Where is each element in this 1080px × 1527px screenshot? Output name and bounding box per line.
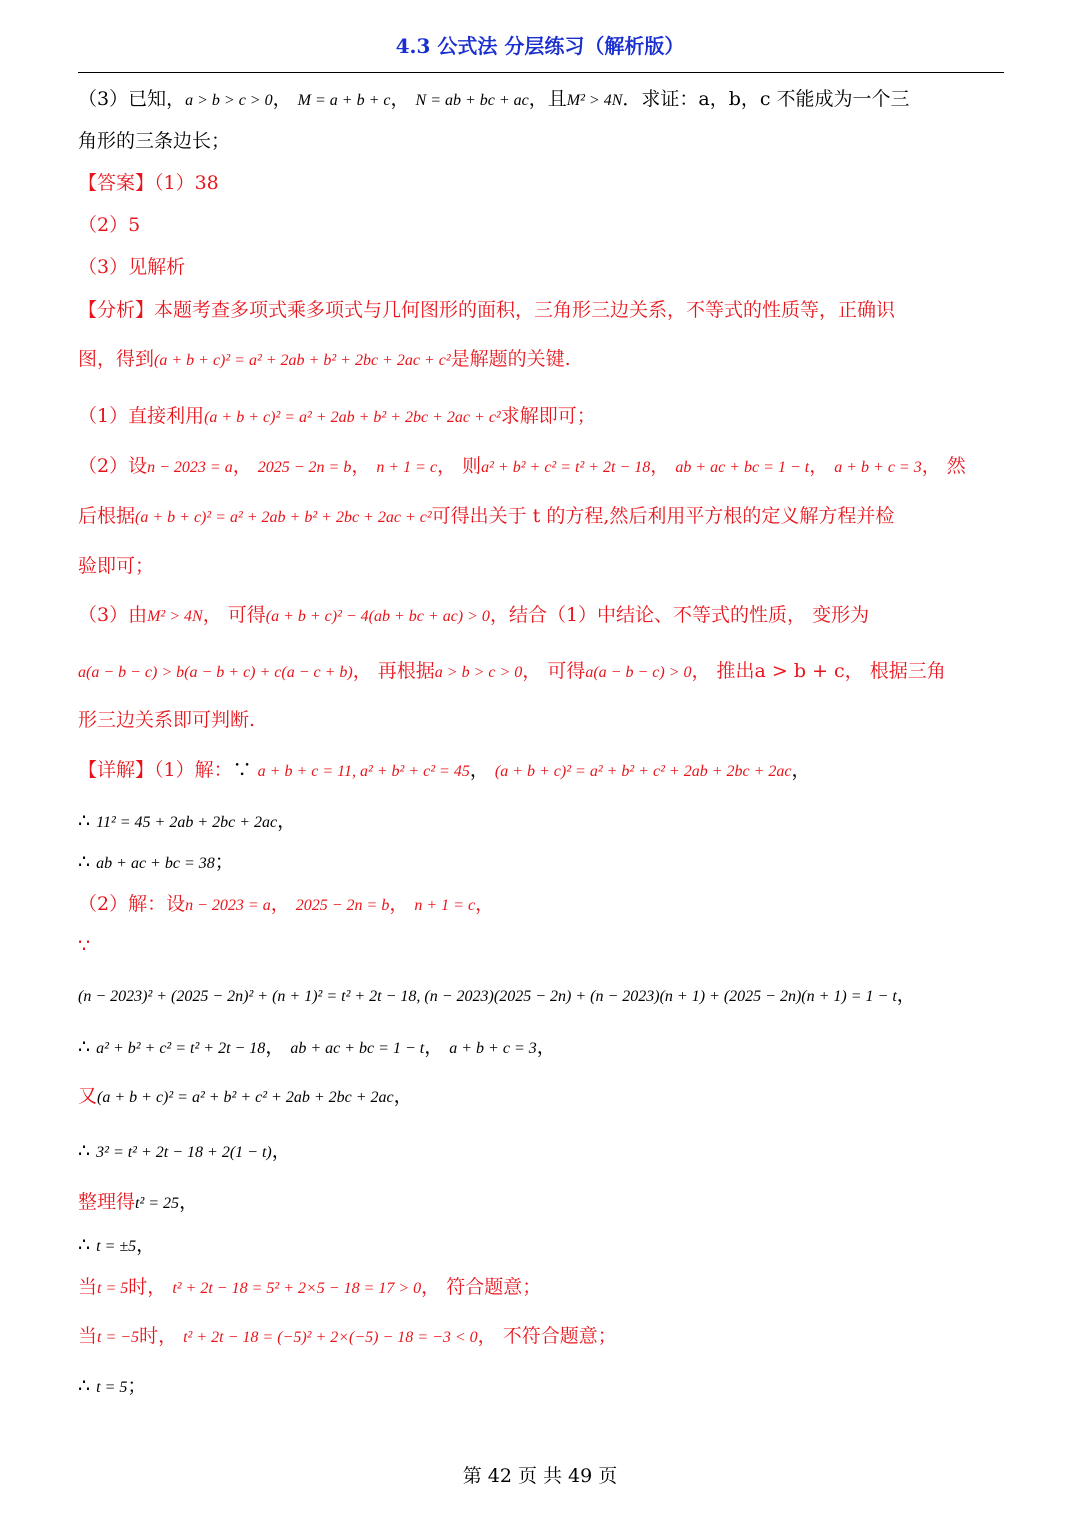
- text-line: [78, 553, 1004, 579]
- math-expression: a² + b² + c² = t² + 2t − 18: [96, 1040, 266, 1057]
- text-line: [78, 297, 1004, 323]
- math-expression: M = a + b + c: [297, 92, 391, 109]
- text-segment: ∵: [232, 759, 258, 781]
- text-line: [78, 503, 1004, 531]
- text-segment: 整理得: [78, 1191, 136, 1213]
- text-segment: ， 则: [437, 455, 482, 477]
- math-expression: M² > 4N: [147, 608, 203, 625]
- text-segment: 又: [78, 1085, 98, 1107]
- text-segment: ∴: [78, 851, 97, 873]
- text-segment: （1）直接利用: [78, 405, 205, 427]
- text-line: [78, 212, 1004, 238]
- text-segment: 【详解】（1）解：: [78, 759, 233, 781]
- math-expression: (a + b + c)² − 4(ab + bc + ac) > 0: [265, 608, 490, 625]
- text-segment: ．求证：a，b，c 不能成为一个三: [622, 88, 910, 110]
- math-expression: a > b > c > 0: [434, 664, 523, 681]
- math-expression: (a + b + c)² = a² + 2ab + b² + 2bc + 2ac + c²: [135, 509, 432, 526]
- math-expression: t = −5: [97, 1329, 140, 1346]
- math-expression: ab + ac + bc = 38: [96, 855, 215, 872]
- math-expression: a² + b² + c² = t² + 2t − 18: [481, 459, 651, 476]
- text-line: [78, 86, 1004, 114]
- text-segment: （2）5: [78, 214, 141, 236]
- text-line: [78, 849, 1004, 877]
- text-segment: ，: [475, 893, 495, 915]
- math-expression: (n − 2023)² + (2025 − 2n)² + (n + 1)² = t² + 2t − 18, (n − 2023)(2025 − 2n) + (n − 2023)(n + 1) + (2025 − 2n)(n + 1) = 1 − t: [78, 988, 897, 1005]
- text-segment: ；: [214, 851, 234, 873]
- text-segment: ， 再根据: [352, 660, 435, 682]
- text-segment: ∴: [78, 1140, 97, 1162]
- math-expression: t² + 2t − 18 = (−5)² + 2×(−5) − 18 = −3 < 0: [183, 1329, 478, 1346]
- text-segment: ，: [179, 1191, 199, 1213]
- math-expression: (a + b + c)² = a² + b² + c² + 2ab + 2bc + 2ac: [494, 763, 792, 780]
- math-expression: M² > 4N: [566, 92, 623, 109]
- text-line: [78, 1083, 1004, 1111]
- text-segment: ，: [791, 759, 811, 781]
- text-line: [78, 658, 1004, 686]
- math-expression: a(a − b − c) > b(a − b + c) + c(a − c + b): [78, 664, 353, 681]
- text-line: [78, 602, 1004, 630]
- text-line: [78, 1232, 1004, 1260]
- math-expression: (a + b + c)² = a² + 2ab + b² + 2bc + 2ac + c²: [154, 352, 451, 369]
- text-line: [78, 170, 1004, 196]
- text-segment: ，: [536, 1036, 556, 1058]
- text-segment: ∴: [78, 810, 97, 832]
- math-expression: 3² = t² + 2t − 18 + 2(1 − t): [96, 1144, 272, 1161]
- text-segment: ， 符合题意；: [421, 1276, 542, 1298]
- math-expression: n − 2023 = a: [185, 897, 271, 914]
- math-expression: 2025 − 2n = b: [257, 459, 352, 476]
- header-divider: [78, 72, 1004, 73]
- text-segment: 图，得到: [78, 348, 155, 370]
- text-segment: ∵: [78, 935, 91, 957]
- math-expression: (a + b + c)² = a² + 2ab + b² + 2bc + 2ac + c²: [204, 409, 501, 426]
- text-segment: 是解题的关键.: [450, 348, 571, 370]
- text-line: [78, 1138, 1004, 1166]
- text-segment: 当: [78, 1276, 98, 1298]
- math-expression: n − 2023 = a: [147, 459, 233, 476]
- text-segment: 时，: [128, 1276, 173, 1298]
- text-segment: ，: [389, 893, 415, 915]
- text-segment: 形三边关系即可判断.: [78, 709, 256, 731]
- text-segment: 时，: [139, 1325, 184, 1347]
- text-segment: 【答案】（1）38: [78, 172, 219, 194]
- text-segment: ∴: [78, 1375, 97, 1397]
- text-segment: （2）解：设: [78, 893, 186, 915]
- text-line: [78, 403, 1004, 431]
- text-segment: （2）设: [78, 455, 148, 477]
- text-line: [78, 254, 1004, 280]
- text-segment: ，: [393, 1085, 413, 1107]
- text-segment: ， 可得: [522, 660, 586, 682]
- text-line: [78, 1034, 1004, 1062]
- text-line: [78, 453, 1004, 481]
- math-expression: t = ±5: [96, 1238, 137, 1255]
- math-expression: t² = 25: [135, 1195, 180, 1212]
- math-expression: 11² = 45 + 2ab + 2bc + 2ac: [96, 814, 278, 831]
- text-segment: ，: [351, 455, 377, 477]
- text-segment: ， 可得: [202, 604, 266, 626]
- text-line: [78, 346, 1004, 374]
- text-line: [78, 757, 1004, 785]
- text-line: [78, 128, 1004, 154]
- math-expression: a > b > c > 0: [185, 92, 273, 109]
- text-line: [78, 982, 1004, 1010]
- text-segment: ，: [270, 893, 296, 915]
- text-segment: 可得出关于 t 的方程,然后利用平方根的定义解方程并检: [431, 505, 895, 527]
- text-segment: ，: [265, 1036, 291, 1058]
- text-segment: ∴: [78, 1036, 97, 1058]
- math-expression: t = 5: [97, 1280, 129, 1297]
- page-header-title: 4.3 公式法 分层练习（解析版）: [395, 34, 685, 58]
- text-segment: 验即可；: [78, 555, 155, 577]
- text-segment: ，: [277, 810, 297, 832]
- text-line: [78, 933, 1004, 959]
- text-segment: ， 然: [921, 455, 966, 477]
- text-segment: 后根据: [78, 505, 136, 527]
- text-line: [78, 1373, 1004, 1401]
- text-line: [78, 1274, 1004, 1302]
- text-segment: （3）已知，: [78, 88, 186, 110]
- math-expression: a + b + c = 3: [834, 459, 922, 476]
- text-segment: ，: [272, 88, 298, 110]
- text-segment: ，: [136, 1234, 156, 1256]
- text-segment: （3）见解析: [78, 256, 186, 278]
- text-segment: ，: [271, 1140, 291, 1162]
- math-expression: n + 1 = c: [414, 897, 476, 914]
- math-expression: N = ab + bc + ac: [415, 92, 529, 109]
- text-line: [78, 891, 1004, 919]
- math-expression: a + b + c = 11, a² + b² + c² = 45: [257, 763, 470, 780]
- text-segment: ，: [896, 984, 916, 1006]
- text-segment: 角形的三条边长；: [78, 130, 231, 152]
- text-segment: ，: [424, 1036, 450, 1058]
- text-line: [78, 1189, 1004, 1217]
- text-segment: ，结合（1）中结论、不等式的性质， 变形为: [489, 604, 870, 626]
- math-expression: a + b + c = 3: [449, 1040, 537, 1057]
- text-segment: ，: [390, 88, 416, 110]
- math-expression: t = 5: [96, 1379, 128, 1396]
- text-segment: 【分析】本题考查多项式乘多项式与几何图形的面积，三角形三边关系，不等式的性质等，正确识: [78, 299, 896, 321]
- math-expression: a(a − b − c) > 0: [585, 664, 692, 681]
- math-expression: ab + ac + bc = 1 − t: [675, 459, 810, 476]
- math-expression: ab + ac + bc = 1 − t: [290, 1040, 425, 1057]
- text-line: [78, 707, 1004, 733]
- text-segment: ，: [232, 455, 258, 477]
- text-segment: ，: [650, 455, 676, 477]
- text-segment: ∴: [78, 1234, 97, 1256]
- text-segment: ，: [809, 455, 835, 477]
- text-segment: 当: [78, 1325, 98, 1347]
- math-expression: 2025 − 2n = b: [295, 897, 390, 914]
- text-segment: （3）由: [78, 604, 148, 626]
- page-footer: 第 42 页 共 49 页: [462, 1465, 618, 1487]
- math-expression: t² + 2t − 18 = 5² + 2×5 − 18 = 17 > 0: [172, 1280, 422, 1297]
- text-segment: ， 不符合题意；: [477, 1325, 617, 1347]
- math-expression: n + 1 = c: [376, 459, 438, 476]
- text-segment: ；: [127, 1375, 147, 1397]
- text-line: [78, 808, 1004, 836]
- text-segment: 求解即可；: [500, 405, 596, 427]
- text-segment: ，: [469, 759, 495, 781]
- text-line: [78, 1323, 1004, 1351]
- text-segment: ，且: [528, 88, 567, 110]
- math-expression: (a + b + c)² = a² + b² + c² + 2ab + 2bc + 2ac: [97, 1089, 394, 1106]
- text-segment: ， 推出a > b + c， 根据三角: [691, 660, 946, 682]
